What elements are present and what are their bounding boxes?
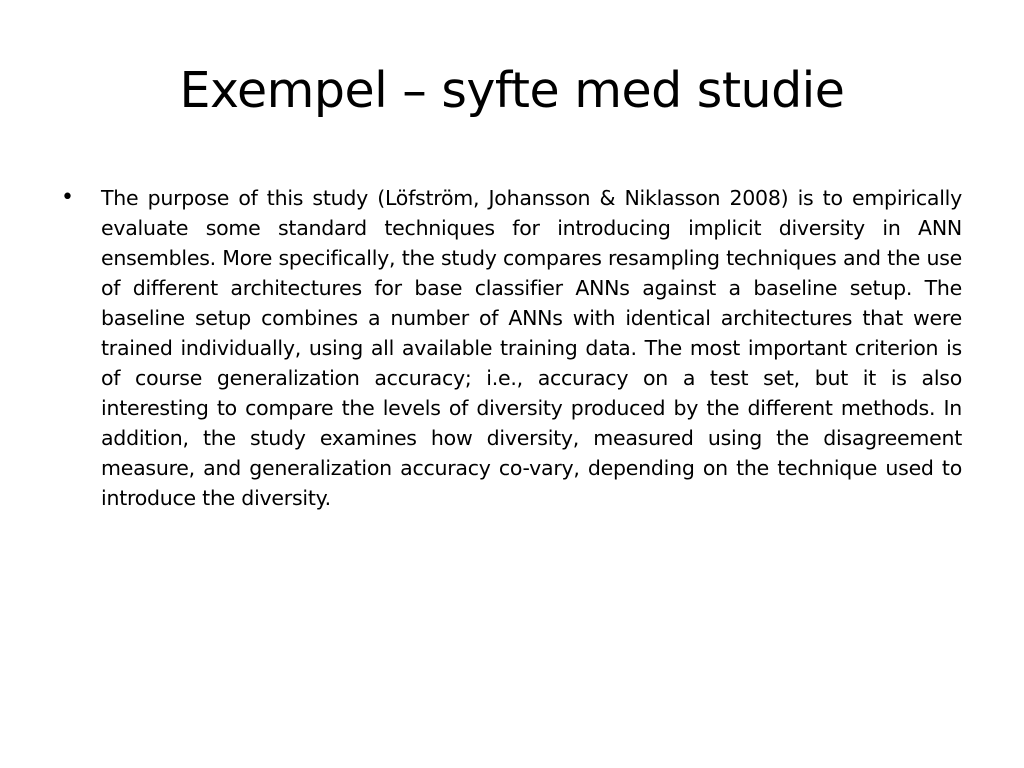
bullet-marker: • xyxy=(61,185,74,210)
slide-title: Exempel – syfte med studie xyxy=(179,62,845,119)
bullet-list xyxy=(0,183,1024,513)
bullet-text: The purpose of this study (Löfström, Johansson & Niklasson 2008) is to empirically evaluate some standard techniques for introducing implicit diversity in ANN ensembles. More specifically, the study compares resampling techniques and the use of different architectures for base classifier ANNs against a baseline setup. The baseline setup combines a number of ANNs with identical architectures that were trained individually, using all available training data. The most important criterion is of course generalization accuracy; i.e., accuracy on a test set, but it is also interesting to compare the levels of diversity produced by the different methods. In addition, the study examines how diversity, measured using the disagreement measure, and generalization accuracy co-vary, depending on the technique used to introduce the diversity. xyxy=(101,186,962,510)
bullet-item xyxy=(0,183,962,513)
